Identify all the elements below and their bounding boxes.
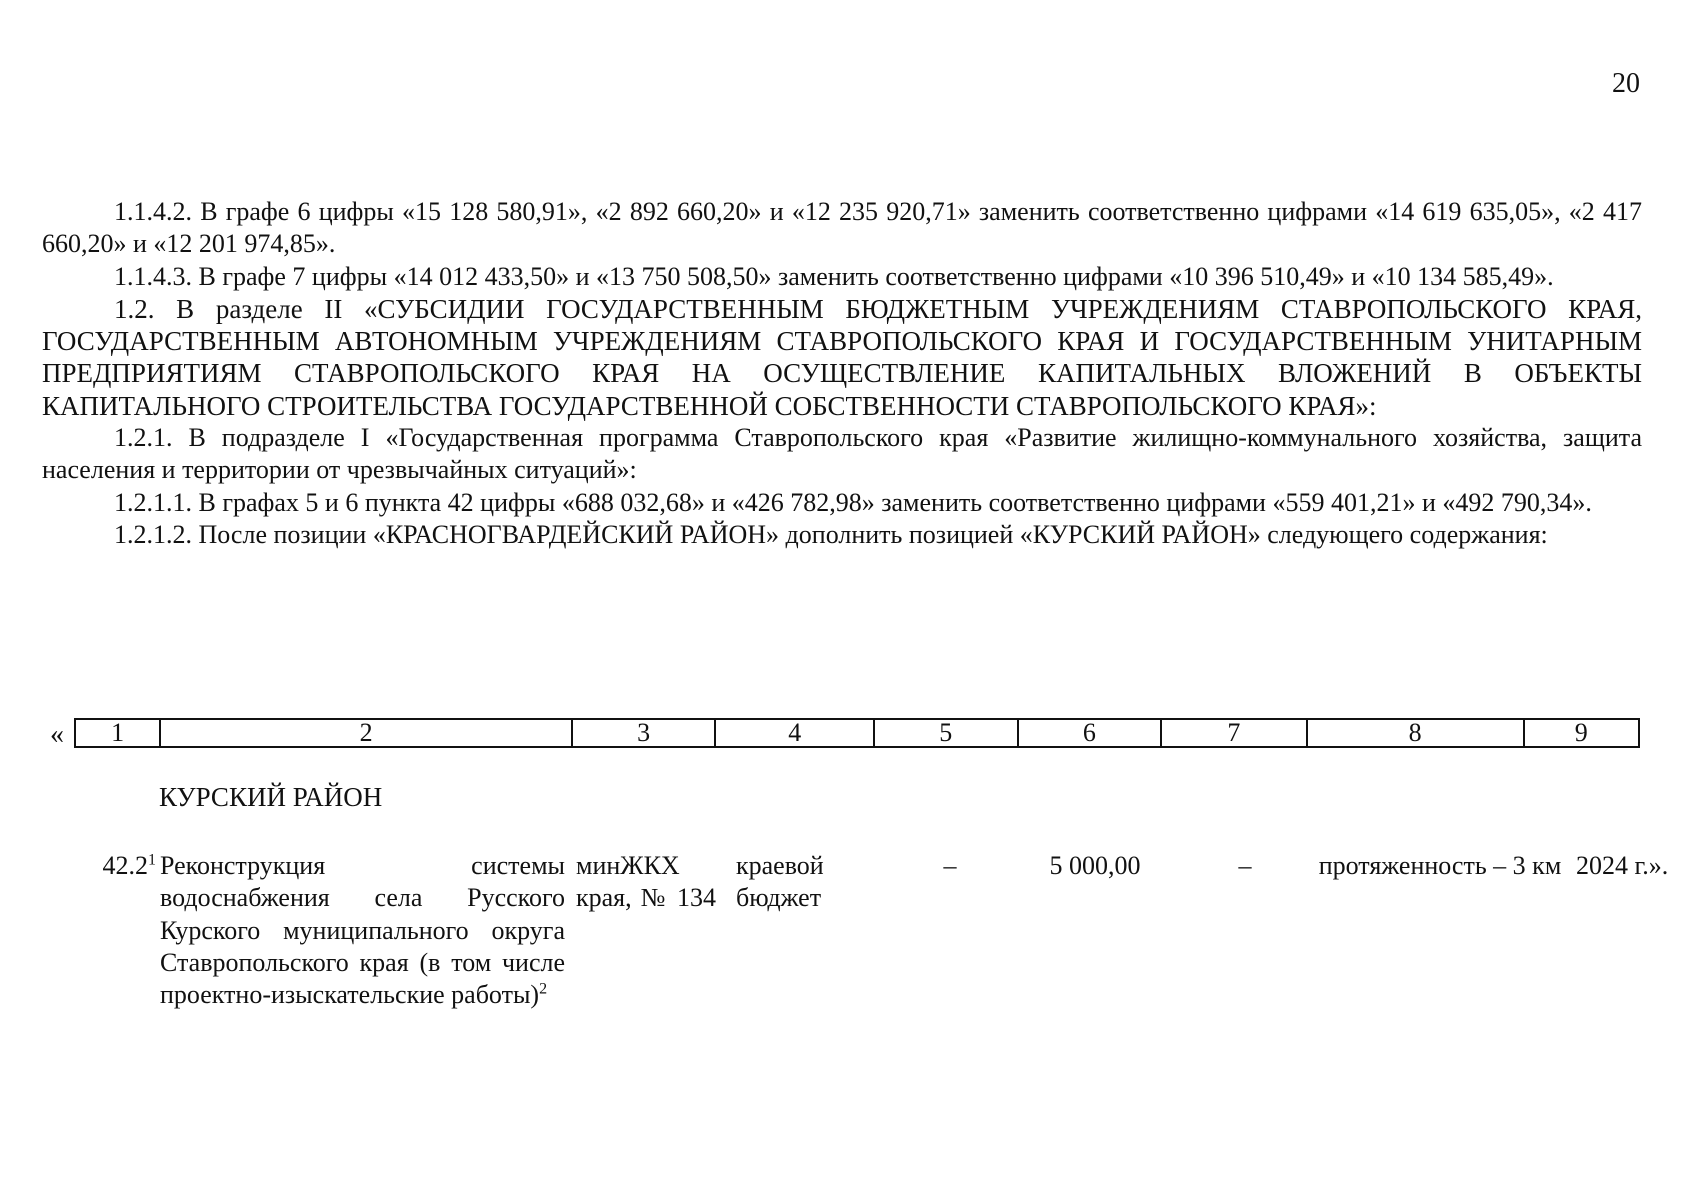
column-number-table: [74, 718, 1640, 748]
row-col6-value: 5 000,00: [1049, 851, 1141, 880]
page-number: 20: [1612, 68, 1640, 99]
column-number: 3: [572, 719, 716, 747]
column-number: 7: [1161, 719, 1307, 747]
paragraph-1-2-1-1: 1.2.1.1. В графах 5 и 6 пункта 42 цифры «688 032,68» и «426 782,98» заменить соответственно цифрами «559 401,21» и «492 790,34».: [114, 487, 1592, 517]
section-title: КУРСКИЙ РАЙОН: [159, 782, 383, 812]
row-completion-year: 2024 г.».: [1576, 851, 1669, 880]
paragraph-1-2-1: 1.2.1. В подразделе I «Государственная программа Ставропольского края «Развитие жилищно-коммунального хозяйства, защита населения и территории от чрезвычайных ситуаций»:: [42, 423, 1642, 485]
opening-quote: «: [50, 719, 64, 750]
row-object-name-text: Реконструкция системы водоснабжения села Русского Курского муниципального округа Ставропольского края (в том числе проектно-изыскательские работы): [160, 851, 565, 1010]
column-number: 2: [160, 719, 572, 747]
column-number: 1: [75, 719, 160, 747]
row-responsible-body: минЖКХ края, № 134: [576, 851, 716, 913]
paragraph-1-1-4-3: 1.1.4.3. В графе 7 цифры «14 012 433,50» и «13 750 508,50» заменить соответственно цифрами «10 396 510,49» и «10 134 585,49».: [114, 261, 1554, 291]
column-number: 9: [1524, 719, 1640, 747]
column-number: 8: [1307, 719, 1524, 747]
row-number: [84, 850, 156, 882]
row-funding-source: краевой бюджет: [736, 851, 824, 913]
table-column-number-row: [50, 718, 1650, 752]
document-body: [42, 196, 1642, 551]
row-object-name: [160, 850, 565, 1011]
row-capacity: протяженность – 3 км: [1318, 851, 1562, 880]
footnote-marker: 2: [539, 980, 548, 998]
paragraph-1-1-4-2: 1.1.4.2. В графе 6 цифры «15 128 580,91», «2 892 660,20» и «12 235 920,71» заменить соответственно цифрами «14 619 635,05», «2 417 660,20» и «12 201 974,85».: [42, 197, 1642, 259]
paragraph-1-2-1-2: 1.2.1.2. После позиции «КРАСНОГВАРДЕЙСКИЙ РАЙОН» дополнить позицией «КУРСКИЙ РАЙОН» следующего содержания:: [114, 519, 1548, 549]
paragraph-1-2: 1.2. В разделе II «СУБСИДИИ ГОСУДАРСТВЕННЫМ БЮДЖЕТНЫМ УЧРЕЖДЕНИЯМ СТАВРОПОЛЬСКОГО КРАЯ, ГОСУДАРСТВЕННЫМ АВТОНОМНЫМ УЧРЕЖДЕНИЯМ СТАВРОПОЛЬСКОГО КРАЯ И ГОСУДАРСТВЕННЫМ УНИТАРНЫМ ПРЕДПРИЯТИЯМ СТАВРОПОЛЬСКОГО КРАЯ НА ОСУЩЕСТВЛЕНИЕ КАПИТАЛЬНЫХ ВЛОЖЕНИЙ В ОБЪЕКТЫ КАПИТАЛЬНОГО СТРОИТЕЛЬСТВА ГОСУДАРСТВЕННОЙ СОБСТВЕННОСТИ СТАВРОПОЛЬСКОГО КРАЯ»:: [42, 293, 1642, 421]
row-col5-value: –: [943, 851, 957, 880]
row-number-superscript: 1: [148, 851, 156, 869]
column-number: 4: [715, 719, 874, 747]
row-col7-value: –: [1238, 851, 1252, 880]
column-number: 6: [1018, 719, 1162, 747]
column-number: 5: [874, 719, 1018, 747]
row-number-text: 42.2: [102, 851, 148, 880]
